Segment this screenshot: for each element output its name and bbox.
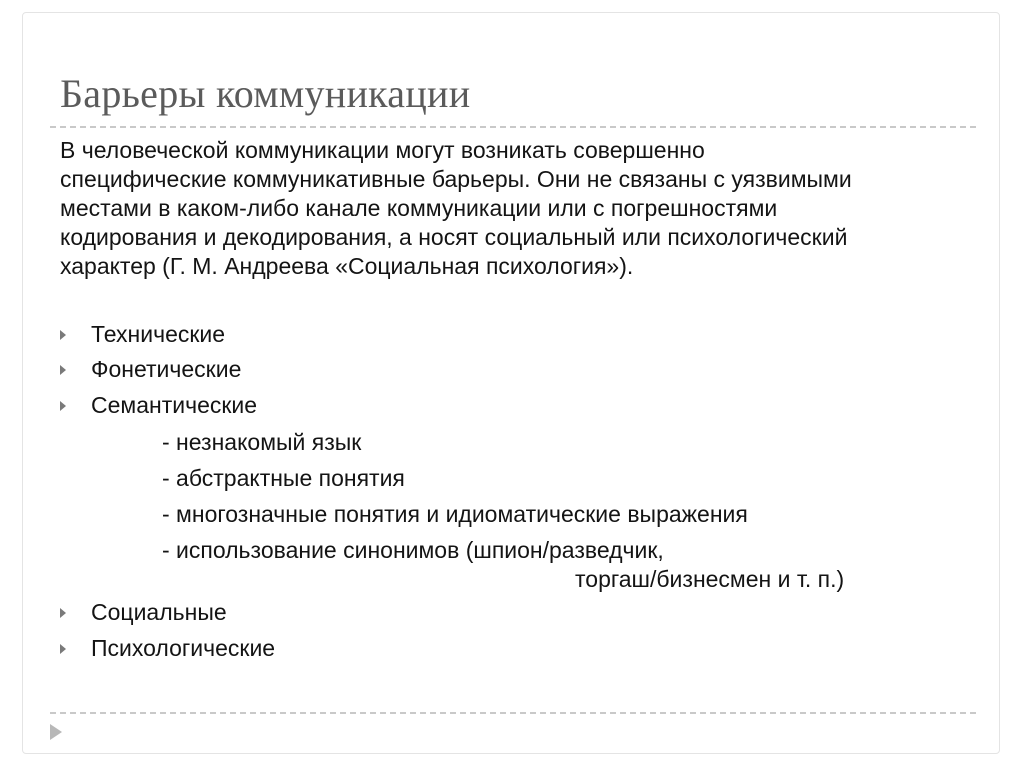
semantic-subitem: - использование синонимов (шпион/разведчик, xyxy=(162,537,664,563)
bullet-icon xyxy=(60,608,66,618)
barrier-phonetic: Фонетические xyxy=(91,356,242,382)
semantic-subitem-continuation: торгаш/бизнесмен и т. п.) xyxy=(575,566,845,592)
footer-divider xyxy=(50,712,976,714)
bullet-icon xyxy=(60,365,66,375)
semantic-subitem: - абстрактные понятия xyxy=(162,465,405,491)
barrier-technical: Технические xyxy=(91,321,226,347)
bullet-icon xyxy=(60,401,66,411)
intro-paragraph: В человеческой коммуникации могут возникать совершенно специфические коммуникативные барьеры. Они не связаны с уязвимыми местами в каком-либо канале коммуникации или с погрешностями кодирования и декодирования, а носят социальный или психологический характер (Г. М. Андреева «Социальная психология»). xyxy=(60,137,852,279)
semantic-subitem: - незнакомый язык xyxy=(162,429,362,455)
bullet-icon xyxy=(60,644,66,654)
slide-title: Барьеры коммуникации xyxy=(60,71,471,116)
title-divider xyxy=(50,126,976,128)
barrier-psychological: Психологические xyxy=(91,635,276,661)
semantic-subitem: - многозначные понятия и идиоматические выражения xyxy=(162,501,748,527)
barrier-social: Социальные xyxy=(91,599,227,625)
barrier-semantic: Семантические xyxy=(91,392,258,418)
triangle-right-icon xyxy=(50,724,62,740)
bullet-icon xyxy=(60,330,66,340)
